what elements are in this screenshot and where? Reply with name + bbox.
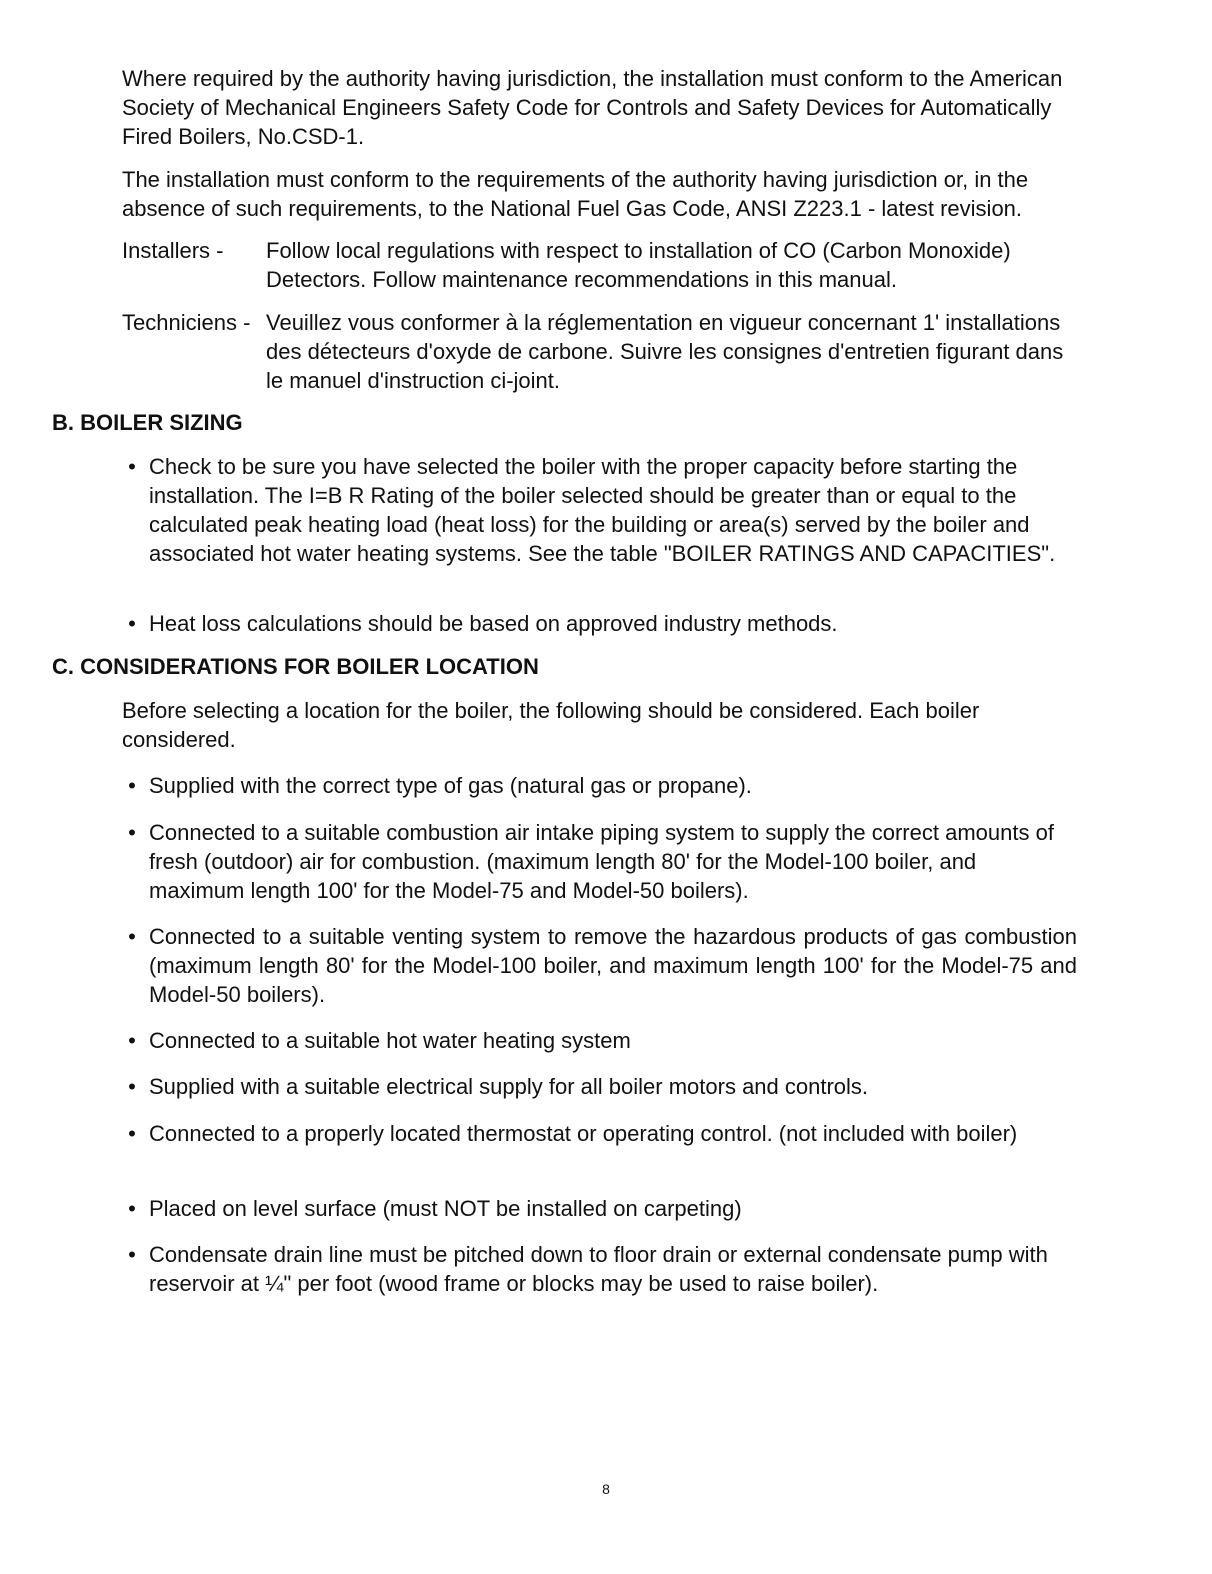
bullet-icon: • bbox=[128, 1028, 136, 1053]
nfgc-paragraph: The installation must conform to the requirements of the authority having jurisdiction or, in the absence of such requirements, to the National Fuel Gas Code, ANSI Z223.1 - latest revision. bbox=[122, 167, 1029, 221]
list-item-text: Supplied with the correct type of gas (natural gas or propane). bbox=[149, 773, 752, 798]
installers-text: Follow local regulations with respect to installation of CO (Carbon Monoxide) Detectors. Follow maintenance recommendations in this manual. bbox=[266, 238, 1011, 292]
list-item-text: Connected to a suitable combustion air intake piping system to supply the correct amounts of fresh (outdoor) air for combustion. (maximum length 80' for the Model-100 boiler, and maximum length 100' for the Model-75 and Model-50 boilers). bbox=[149, 820, 1054, 903]
bullet-icon: • bbox=[128, 820, 136, 845]
list-item-text: Heat loss calculations should be based on approved industry methods. bbox=[149, 611, 838, 636]
bullet-icon: • bbox=[128, 611, 136, 636]
location-intro-paragraph: Before selecting a location for the boiler, the following should be considered. Each boiler considered. bbox=[122, 698, 980, 752]
bullet-icon: • bbox=[128, 1196, 136, 1221]
list-item-text: Supplied with a suitable electrical supply for all boiler motors and controls. bbox=[149, 1074, 869, 1099]
bullet-icon: • bbox=[128, 924, 136, 949]
list-item-text: Connected to a suitable venting system to remove the hazardous products of gas combustion (maximum length 80' for the Model-100 boiler, and maximum length 100' for the Model-75 and Model-50 boilers). bbox=[149, 924, 1077, 1007]
list-item-text: Check to be sure you have selected the boiler with the proper capacity before starting the installation. The I=B R Rating of the boiler selected should be greater than or equal to the calculated peak heating load (heat loss) for the building or area(s) served by the boiler and associated hot water heating systems. See the table "BOILER RATINGS AND CAPACITIES". bbox=[149, 454, 1056, 566]
boiler-location-heading: C. CONSIDERATIONS FOR BOILER LOCATION bbox=[52, 654, 539, 679]
list-item-text: Connected to a suitable hot water heating system bbox=[149, 1028, 631, 1053]
bullet-icon: • bbox=[128, 1121, 136, 1146]
asme-paragraph: Where required by the authority having jurisdiction, the installation must conform to the American Society of Mechanical Engineers Safety Code for Controls and Safety Devices for Automatically Fired Boilers, No.CSD-1. bbox=[122, 66, 1063, 149]
boiler-sizing-heading: B. BOILER SIZING bbox=[52, 410, 243, 435]
bullet-icon: • bbox=[128, 1242, 136, 1267]
list-item-text: Connected to a properly located thermostat or operating control. (not included with boiler) bbox=[149, 1121, 1018, 1146]
techniciens-text: Veuillez vous conformer à la réglementation en vigueur concernant 1' installations des détecteurs d'oxyde de carbone. Suivre les consignes d'entretien figurant dans le manuel d'instruction ci-joint. bbox=[266, 310, 1064, 393]
page-number: 8 bbox=[602, 1481, 610, 1497]
bullet-icon: • bbox=[128, 773, 136, 798]
bullet-icon: • bbox=[128, 1074, 136, 1099]
bullet-icon: • bbox=[128, 454, 136, 479]
techniciens-term: Techniciens - bbox=[122, 310, 251, 335]
installers-term: Installers - bbox=[122, 238, 224, 263]
list-item-text: Placed on level surface (must NOT be installed on carpeting) bbox=[149, 1196, 742, 1221]
list-item-text: Condensate drain line must be pitched down to floor drain or external condensate pump with reservoir at ¼" per foot (wood frame or blocks may be used to raise boiler). bbox=[149, 1242, 1048, 1296]
